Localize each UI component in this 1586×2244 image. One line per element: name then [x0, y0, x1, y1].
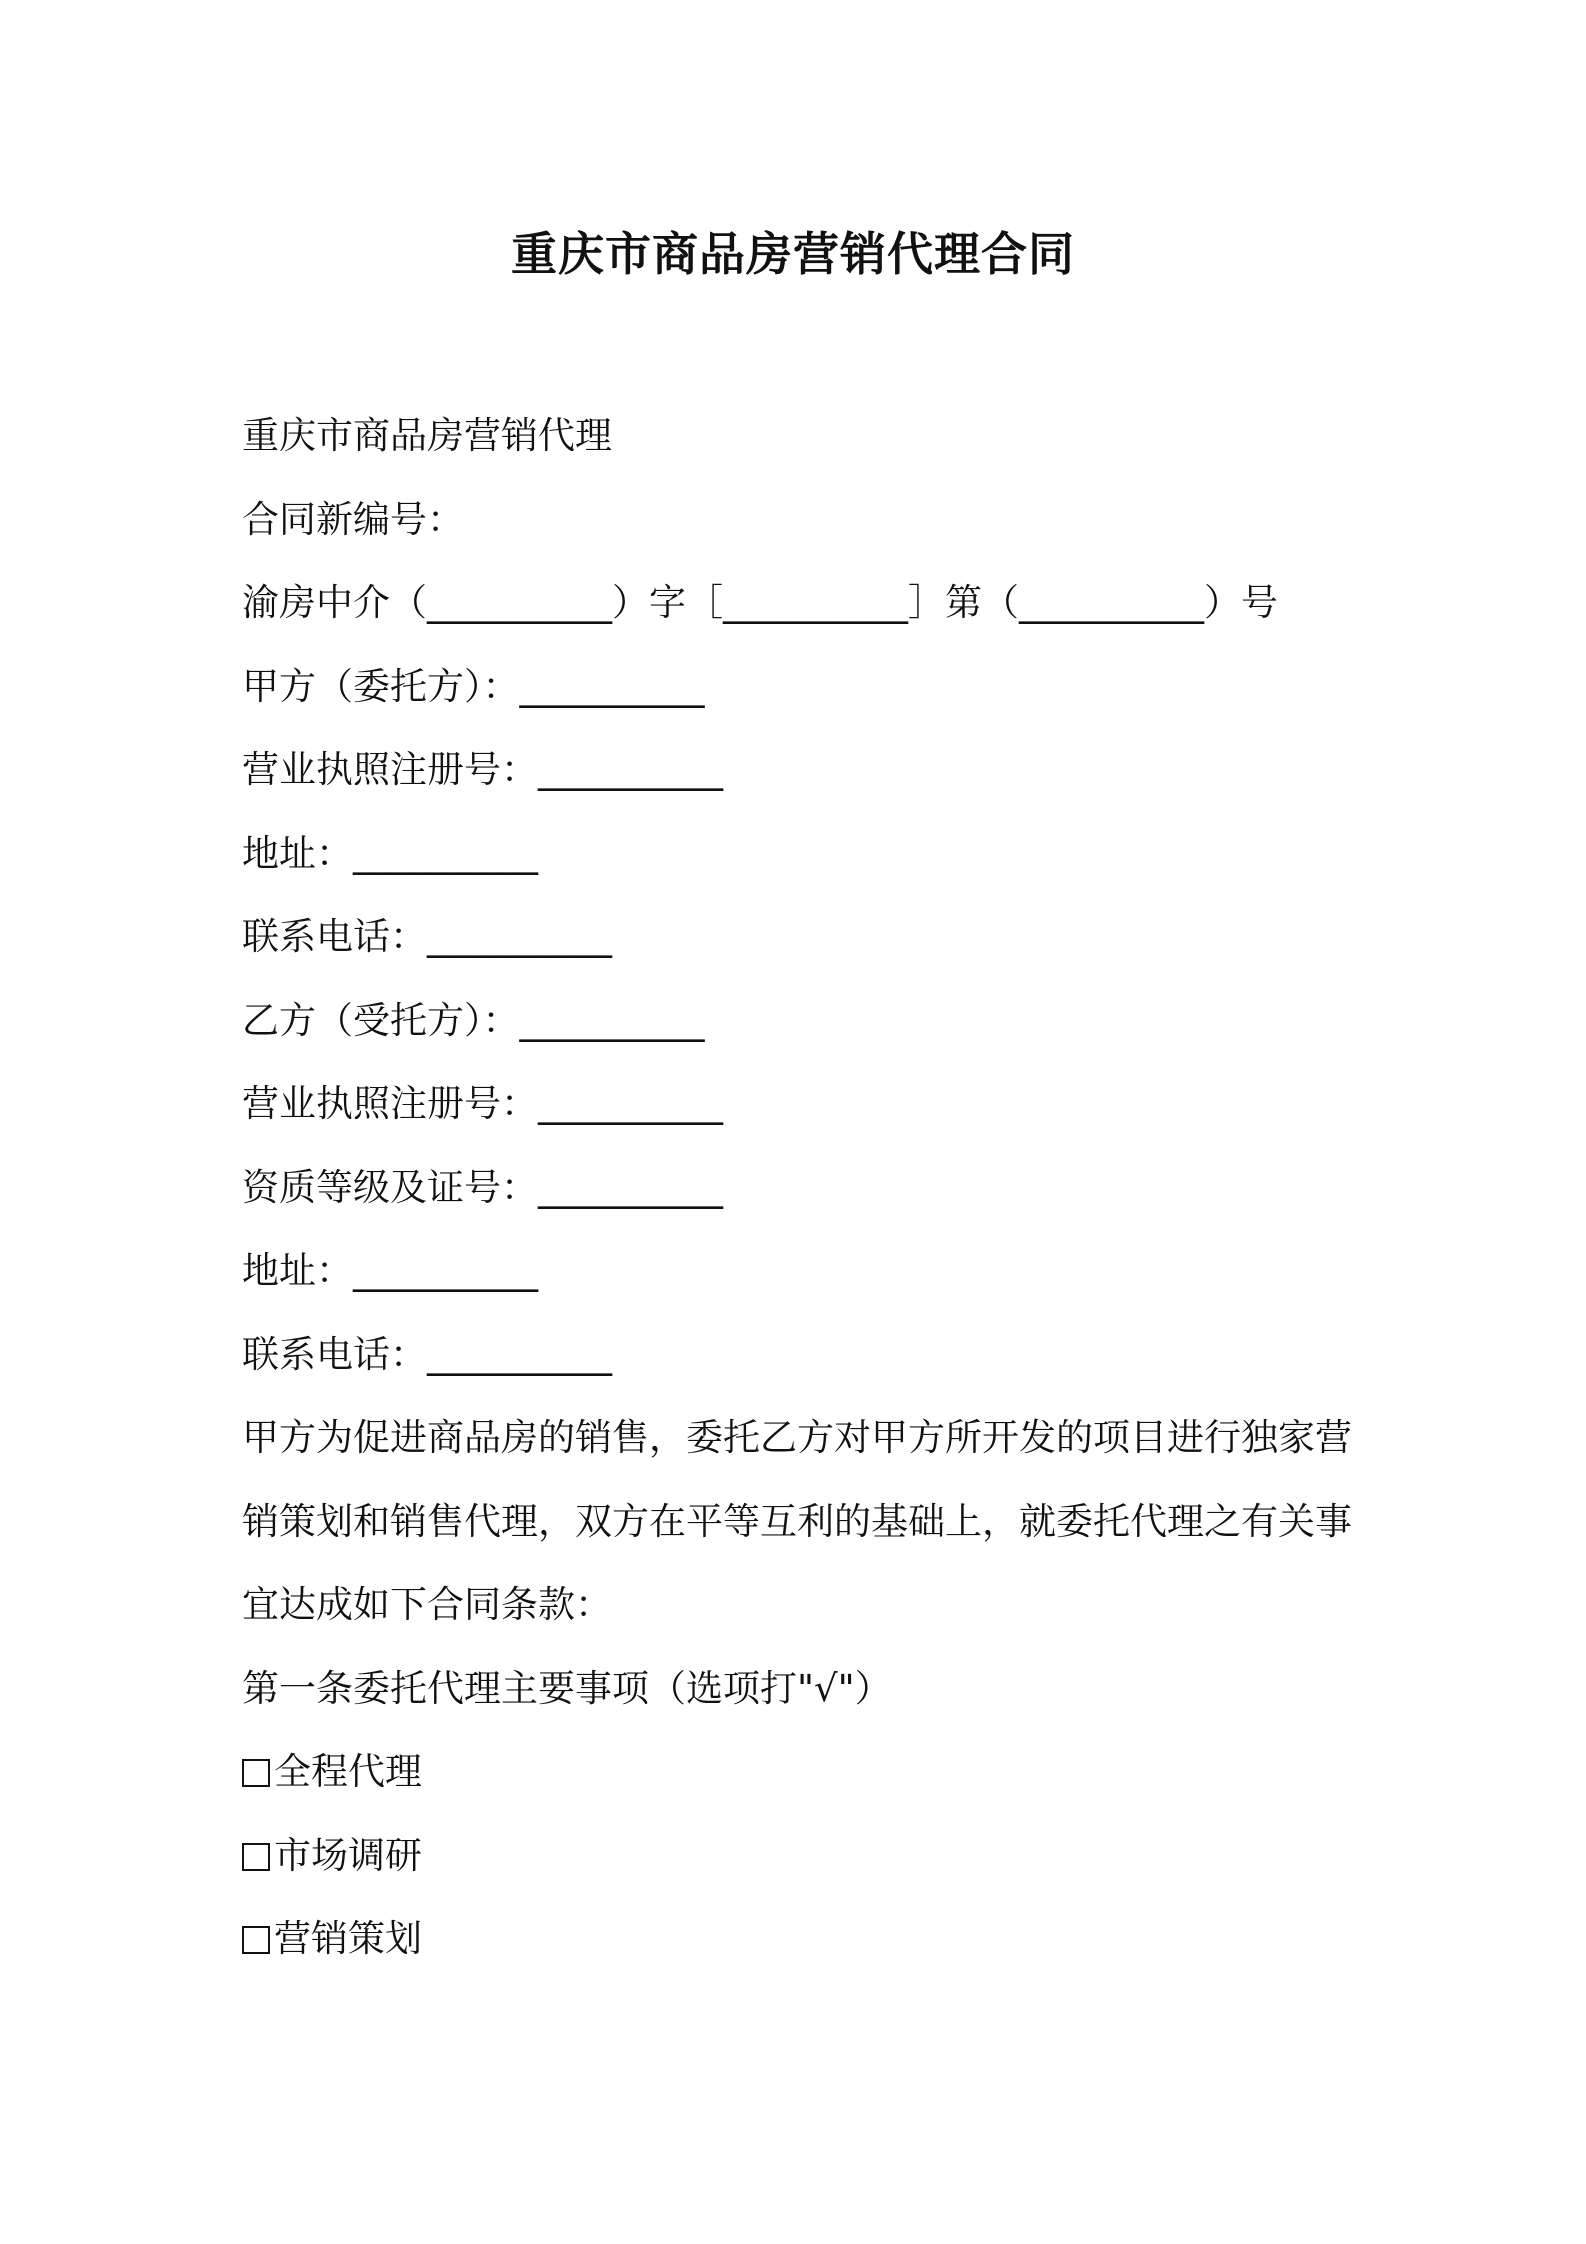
- document-body: [242, 408, 1362, 1995]
- contract-number-label: 合同新编号：: [242, 497, 464, 541]
- party-b-qualification: 资质等级及证号：__________: [242, 1165, 723, 1209]
- option-label: 全程代理: [274, 1750, 422, 1793]
- party-b-name: 乙方（受托方）：__________: [242, 998, 705, 1042]
- preamble-line-1: 甲方为促进商品房的销售，委托乙方对甲方所开发的项目进行独家营: [242, 1416, 1352, 1459]
- party-a-name: 甲方（委托方）：__________: [242, 664, 705, 708]
- option-label: 市场调研: [274, 1833, 422, 1877]
- party-b-license: 营业执照注册号：__________: [242, 1082, 723, 1125]
- party-b-phone: 联系电话：__________: [242, 1332, 612, 1376]
- option-label: 营销策划: [274, 1917, 422, 1960]
- contract-subtitle: 重庆市商品房营销代理: [242, 414, 612, 457]
- party-a-license: 营业执照注册号：__________: [242, 748, 723, 791]
- article-one-heading: 第一条委托代理主要事项（选项打"√"）: [242, 1666, 892, 1710]
- option-marketing-planning: [242, 1911, 1362, 1995]
- option-full-agency: [242, 1744, 1362, 1828]
- agency-number-line: 渝房中介（__________）字［__________］第（__________）号: [242, 581, 1278, 624]
- document-title: 重庆市商品房营销代理合同: [511, 227, 1075, 281]
- party-a-phone: 联系电话：__________: [242, 915, 612, 958]
- preamble-line-2: 销策划和销售代理，双方在平等互利的基础上，就委托代理之有关事: [242, 1499, 1352, 1543]
- checkbox-icon[interactable]: [242, 1759, 270, 1787]
- option-market-research: [242, 1828, 1362, 1912]
- checkbox-icon[interactable]: [242, 1843, 270, 1871]
- checkbox-icon[interactable]: [242, 1926, 270, 1954]
- preamble-line-3: 宜达成如下合同条款：: [242, 1583, 612, 1626]
- party-b-address: 地址：__________: [242, 1249, 538, 1292]
- party-a-address: 地址：__________: [242, 831, 538, 875]
